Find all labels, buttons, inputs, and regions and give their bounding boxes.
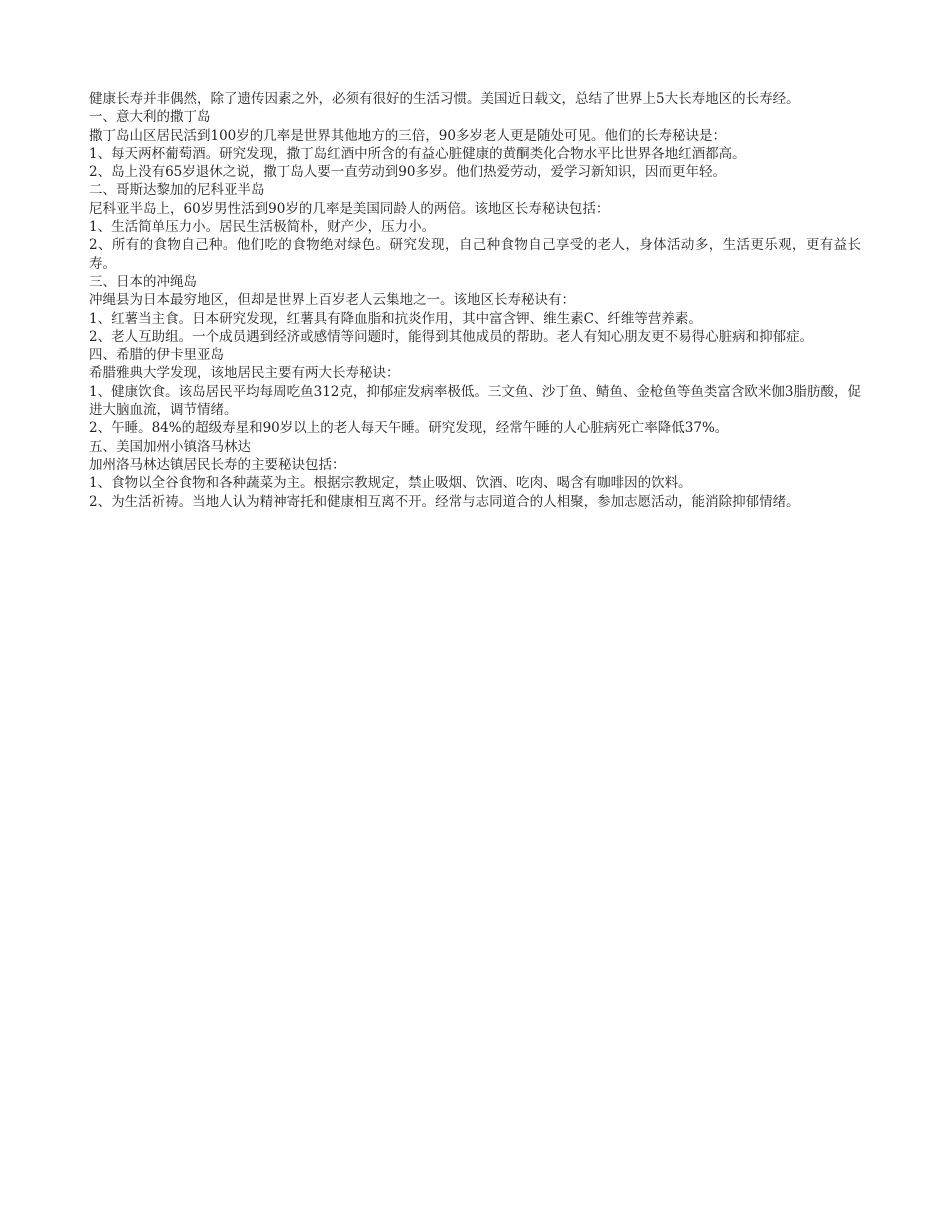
section-heading-sardinia: 一、意大利的撒丁岛 bbox=[89, 109, 211, 126]
paragraph: 冲绳县为日本最穷地区，但却是世界上百岁老人云集地之一。该地区长寿秘诀有： bbox=[89, 292, 575, 309]
list-item: 2、午睡。84%的超级寿星和90岁以上的老人每天午睡。研究发现，经常午睡的人心脏病死亡率降低37%。 bbox=[89, 420, 729, 437]
paragraph: 撒丁岛山区居民活到100岁的几率是世界其他地方的三倍，90多岁老人更是随处可见。他们的长寿秘诀是： bbox=[89, 127, 726, 144]
list-item: 1、红薯当主食。日本研究发现，红薯具有降血脂和抗炎作用，其中富含钾、维生素C、纤维等营养素。 bbox=[89, 310, 702, 327]
list-item: 2、岛上没有65岁退休之说，撒丁岛人要一直劳动到90多岁。他们热爱劳动，爱学习新知识，因而更年轻。 bbox=[89, 164, 726, 181]
list-item: 2、为生活祈祷。当地人认为精神寄托和健康相互离不开。经常与志同道合的人相聚，参加志愿活动，能消除抑郁情绪。 bbox=[89, 493, 800, 510]
list-item: 2、所有的食物自己种。他们吃的食物绝对绿色。研究发现，自己种食物自己享受的老人，身体活动多，生活更乐观，更有益长寿。 bbox=[89, 237, 861, 272]
section-heading-nicoya: 二、哥斯达黎加的尼科亚半岛 bbox=[89, 182, 265, 199]
list-item: 1、每天两杯葡萄酒。研究发现，撒丁岛红酒中所含的有益心脏健康的黄酮类化合物水平比世界各地红酒都高。 bbox=[89, 145, 746, 162]
list-item: 1、生活简单压力小。居民生活极简朴，财产少，压力小。 bbox=[89, 219, 436, 236]
paragraph: 希腊雅典大学发现，该地居民主要有两大长寿秘诀： bbox=[89, 365, 400, 382]
document-body bbox=[89, 90, 861, 511]
paragraph: 加州洛马林达镇居民长寿的主要秘诀包括： bbox=[89, 456, 346, 473]
list-item: 1、健康饮食。该岛居民平均每周吃鱼312克，抑郁症发病率极低。三文鱼、沙丁鱼、鲭鱼、金枪鱼等鱼类富含欧米伽3脂肪酸，促进大脑血流，调节情绪。 bbox=[89, 383, 861, 419]
paragraph: 尼科亚半岛上，60岁男性活到90岁的几率是美国同龄人的两倍。该地区长寿秘诀包括： bbox=[89, 200, 610, 217]
intro-paragraph: 健康长寿并非偶然，除了遗传因素之外，必须有很好的生活习惯。美国近日载文，总结了世界上5大长寿地区的长寿经。 bbox=[89, 91, 800, 107]
section-heading-ikaria: 四、希腊的伊卡里亚岛 bbox=[89, 347, 224, 364]
list-item: 2、老人互助组。一个成员遇到经济或感情等问题时，能得到其他成员的帮助。老人有知心朋友更不易得心脏病和抑郁症。 bbox=[89, 328, 814, 345]
section-heading-loma-linda: 五、美国加州小镇洛马林达 bbox=[89, 438, 251, 455]
section-heading-okinawa: 三、日本的冲绳岛 bbox=[89, 273, 197, 290]
list-item: 1、食物以全谷食物和各种蔬菜为主。根据宗教规定，禁止吸烟、饮酒、吃肉、喝含有咖啡因的饮料。 bbox=[89, 475, 692, 492]
